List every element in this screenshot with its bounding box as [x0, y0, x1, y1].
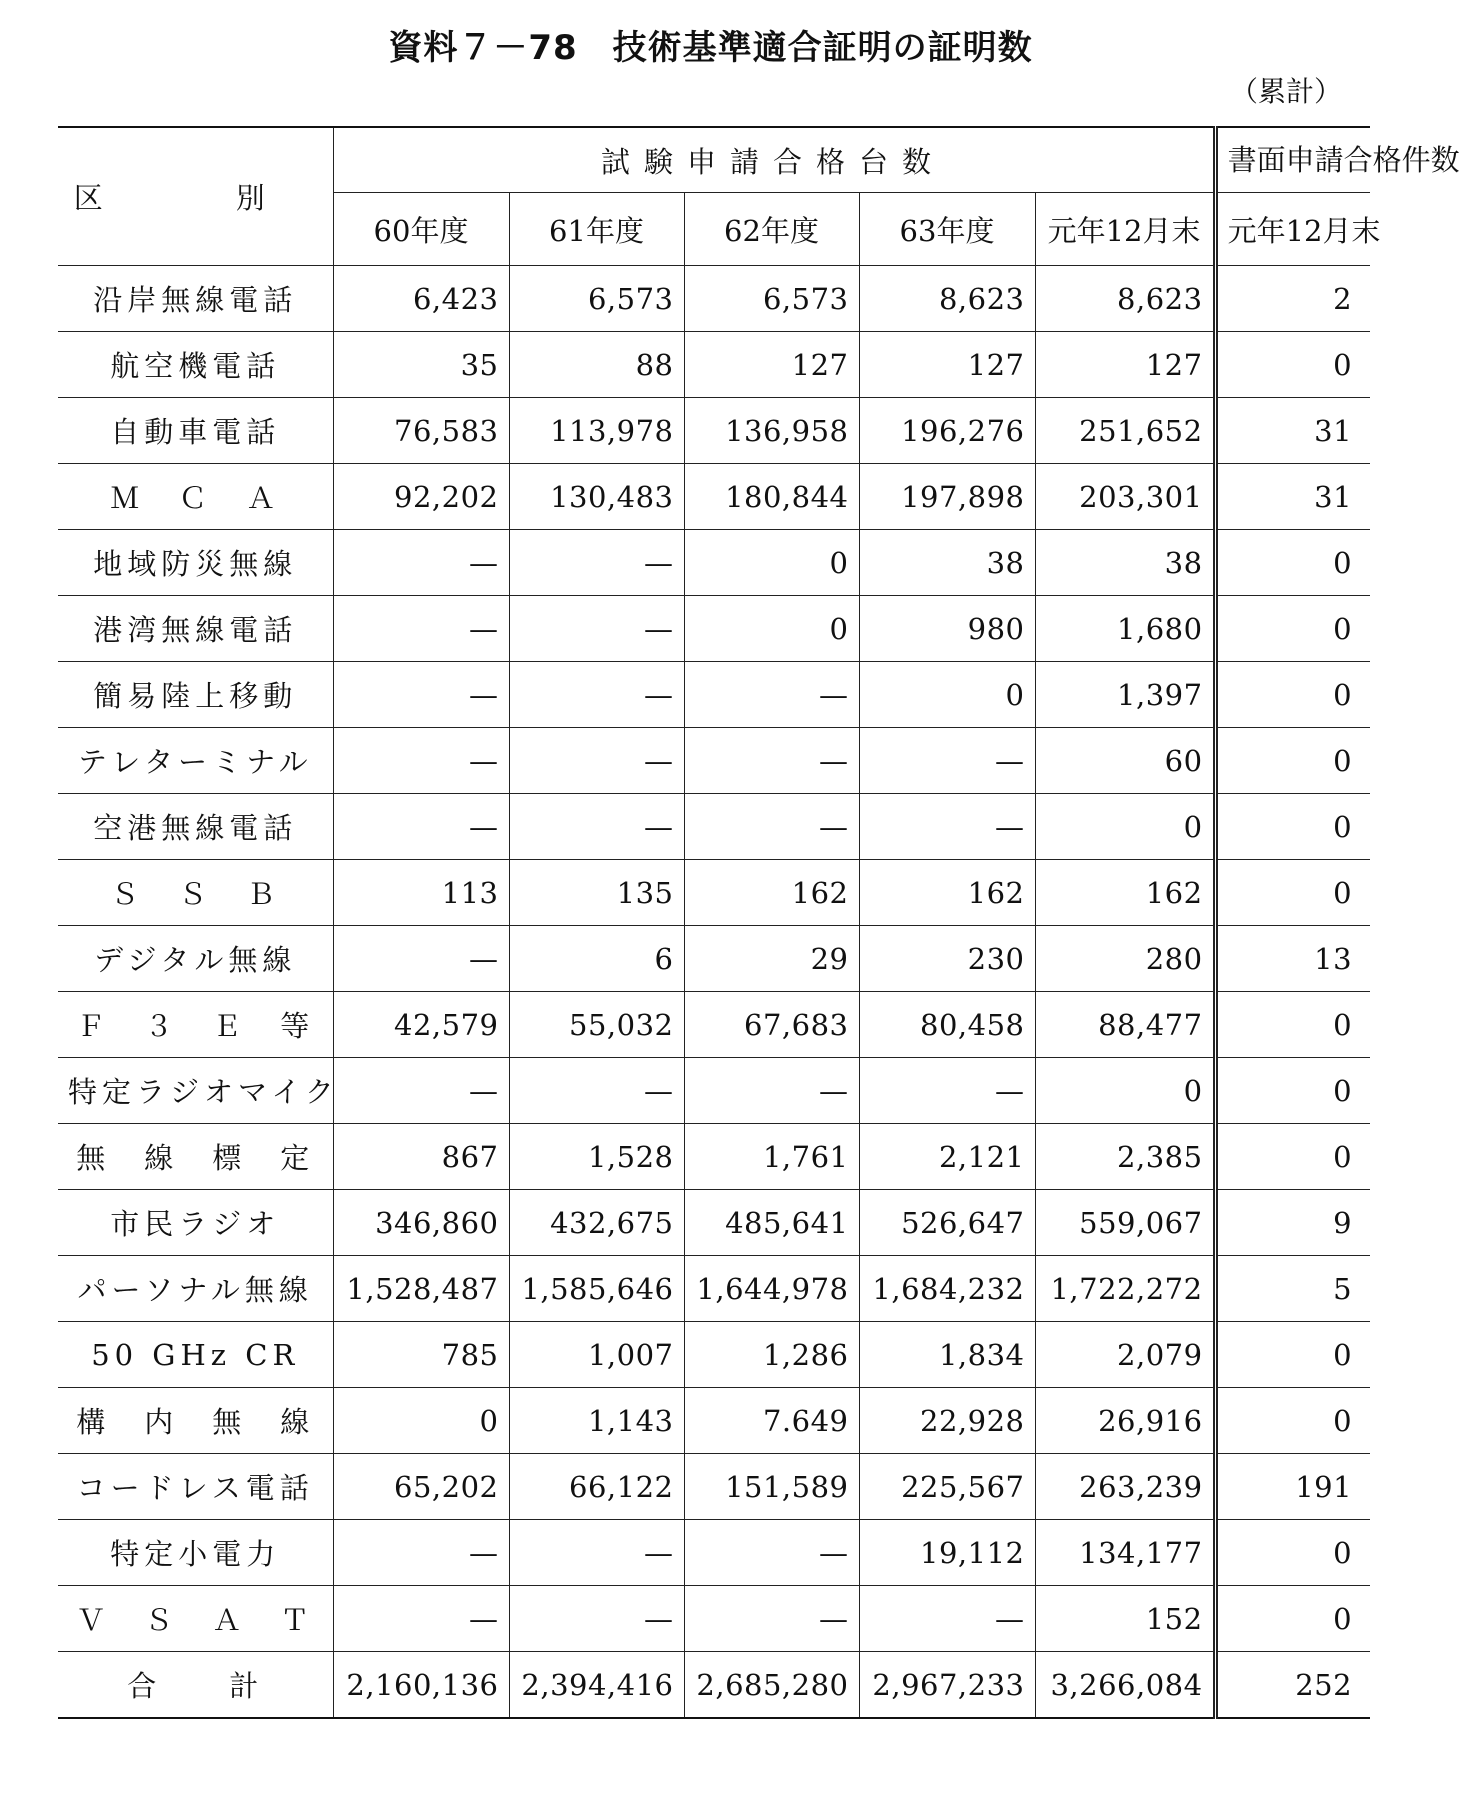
category-header: 区 別 [58, 127, 333, 266]
count-cell: 66,122 [509, 1454, 684, 1520]
count-cell: 1,528 [509, 1124, 684, 1190]
row-label: 空港無線電話 [58, 794, 333, 860]
table-row [58, 662, 1370, 728]
table-row [58, 596, 1370, 662]
table-row [58, 1520, 1370, 1586]
count-cell: 263,239 [1035, 1454, 1215, 1520]
count-cell: — [684, 728, 859, 794]
count-cell: 6 [509, 926, 684, 992]
count-cell: 2,079 [1035, 1322, 1215, 1388]
table-row [58, 926, 1370, 992]
table-row [58, 530, 1370, 596]
count-cell: — [333, 662, 509, 728]
count-cell: — [859, 728, 1035, 794]
count-cell: 197,898 [859, 464, 1035, 530]
count-cell: — [333, 794, 509, 860]
year-header: 元年12月末 [1035, 193, 1215, 266]
count-cell: 127 [684, 332, 859, 398]
document-count-cell: 0 [1215, 662, 1370, 728]
row-label: Ｖ Ｓ Ａ Ｔ [58, 1586, 333, 1652]
count-cell: 42,579 [333, 992, 509, 1058]
table-row [58, 860, 1370, 926]
count-cell: 55,032 [509, 992, 684, 1058]
document-application-header: 書面申請合格件数 [1215, 127, 1370, 193]
count-cell: 60 [1035, 728, 1215, 794]
document-count-cell: 0 [1215, 596, 1370, 662]
table-row [58, 332, 1370, 398]
count-cell: — [684, 1520, 859, 1586]
row-label: テレターミナル [58, 728, 333, 794]
count-cell: 230 [859, 926, 1035, 992]
count-cell: 19,112 [859, 1520, 1035, 1586]
count-cell: — [333, 596, 509, 662]
count-cell: 1,684,232 [859, 1256, 1035, 1322]
count-cell: — [684, 1586, 859, 1652]
count-cell: 38 [1035, 530, 1215, 596]
row-label: 地域防災無線 [58, 530, 333, 596]
count-cell: 67,683 [684, 992, 859, 1058]
table-row [58, 1256, 1370, 1322]
row-label: コードレス電話 [58, 1454, 333, 1520]
count-cell: — [333, 1058, 509, 1124]
count-cell: — [684, 794, 859, 860]
document-count-cell: 0 [1215, 1586, 1370, 1652]
table-row [58, 464, 1370, 530]
row-label: 50 GHz CR [58, 1322, 333, 1388]
table-row [58, 1124, 1370, 1190]
count-cell: 0 [859, 662, 1035, 728]
count-cell: 6,573 [684, 266, 859, 332]
row-label: デジタル無線 [58, 926, 333, 992]
count-cell: — [859, 1058, 1035, 1124]
year-header: 62年度 [684, 193, 859, 266]
count-cell: 6,423 [333, 266, 509, 332]
count-cell: 162 [684, 860, 859, 926]
document-count-cell: 0 [1215, 728, 1370, 794]
count-cell: 180,844 [684, 464, 859, 530]
row-label: 市民ラジオ [58, 1190, 333, 1256]
year-header: 63年度 [859, 193, 1035, 266]
count-cell: — [684, 1058, 859, 1124]
row-label: パーソナル無線 [58, 1256, 333, 1322]
count-cell: 113,978 [509, 398, 684, 464]
document-count-cell: 0 [1215, 332, 1370, 398]
document-count-cell: 0 [1215, 1058, 1370, 1124]
count-cell: — [509, 794, 684, 860]
count-cell: 1,585,646 [509, 1256, 684, 1322]
count-cell: — [684, 662, 859, 728]
document-count-cell: 31 [1215, 398, 1370, 464]
year-header: 60年度 [333, 193, 509, 266]
count-cell: 162 [1035, 860, 1215, 926]
table-row [58, 398, 1370, 464]
row-label: 自動車電話 [58, 398, 333, 464]
count-cell: 0 [1035, 1058, 1215, 1124]
row-label: 航空機電話 [58, 332, 333, 398]
count-cell: — [333, 530, 509, 596]
document-count-cell: 9 [1215, 1190, 1370, 1256]
count-cell: 134,177 [1035, 1520, 1215, 1586]
count-cell: 38 [859, 530, 1035, 596]
count-cell: 346,860 [333, 1190, 509, 1256]
count-cell: — [509, 530, 684, 596]
table-row [58, 266, 1370, 332]
count-cell: 0 [1035, 794, 1215, 860]
table-row [58, 1190, 1370, 1256]
document-count-cell: 0 [1215, 992, 1370, 1058]
row-label: 港湾無線電話 [58, 596, 333, 662]
count-cell: 280 [1035, 926, 1215, 992]
document-count-cell: 2 [1215, 266, 1370, 332]
test-application-header: 試験申請合格台数 [333, 127, 1215, 193]
document-count-cell: 31 [1215, 464, 1370, 530]
document-count-cell: 0 [1215, 530, 1370, 596]
row-label: Ｓ Ｓ Ｂ [58, 860, 333, 926]
count-cell: — [509, 662, 684, 728]
count-cell: 785 [333, 1322, 509, 1388]
document-count-cell: 13 [1215, 926, 1370, 992]
count-cell: — [509, 1520, 684, 1586]
document-count-cell: 191 [1215, 1454, 1370, 1520]
table-row [58, 992, 1370, 1058]
count-cell: 6,573 [509, 266, 684, 332]
table-row [58, 794, 1370, 860]
table-body [58, 266, 1370, 1719]
count-cell: 1,143 [509, 1388, 684, 1454]
row-label: 構 内 無 線 [58, 1388, 333, 1454]
count-cell: 251,652 [1035, 398, 1215, 464]
count-cell: 2,121 [859, 1124, 1035, 1190]
count-cell: 203,301 [1035, 464, 1215, 530]
table-row [58, 1454, 1370, 1520]
document-count-cell: 0 [1215, 1124, 1370, 1190]
row-label: Ｆ ３ Ｅ 等 [58, 992, 333, 1058]
count-cell: 0 [684, 530, 859, 596]
table-row [58, 1586, 1370, 1652]
count-cell: 162 [859, 860, 1035, 926]
count-cell: 127 [859, 332, 1035, 398]
document-count-cell: 5 [1215, 1256, 1370, 1322]
table-title: 資料７－78 技術基準適合証明の証明数 [388, 28, 1033, 68]
count-cell: 22,928 [859, 1388, 1035, 1454]
count-cell: 0 [333, 1388, 509, 1454]
row-label: 簡易陸上移動 [58, 662, 333, 728]
document-count-cell: 0 [1215, 1388, 1370, 1454]
count-cell: 1,528,487 [333, 1256, 509, 1322]
count-cell: 432,675 [509, 1190, 684, 1256]
count-cell: 1,761 [684, 1124, 859, 1190]
count-cell: 2,394,416 [509, 1652, 684, 1719]
count-cell: 65,202 [333, 1454, 509, 1520]
count-cell: 980 [859, 596, 1035, 662]
count-cell: 152 [1035, 1586, 1215, 1652]
row-label: 特定ラジオマイク [58, 1058, 333, 1124]
count-cell: — [509, 728, 684, 794]
count-cell: 559,067 [1035, 1190, 1215, 1256]
table-row [58, 728, 1370, 794]
table-row [58, 1058, 1370, 1124]
count-cell: 2,160,136 [333, 1652, 509, 1719]
row-label: 沿岸無線電話 [58, 266, 333, 332]
document-count-cell: 252 [1215, 1652, 1370, 1719]
count-cell: 867 [333, 1124, 509, 1190]
count-cell: 1,286 [684, 1322, 859, 1388]
count-cell: 2,967,233 [859, 1652, 1035, 1719]
count-cell: 8,623 [1035, 266, 1215, 332]
count-cell: 3,266,084 [1035, 1652, 1215, 1719]
count-cell: 196,276 [859, 398, 1035, 464]
row-label: 合 計 [58, 1652, 333, 1719]
count-cell: 225,567 [859, 1454, 1035, 1520]
cumulative-note: （累計） [1230, 75, 1343, 108]
count-cell: — [333, 926, 509, 992]
count-cell: 26,916 [1035, 1388, 1215, 1454]
count-cell: 80,458 [859, 992, 1035, 1058]
document-count-cell: 0 [1215, 794, 1370, 860]
count-cell: — [859, 1586, 1035, 1652]
count-cell: — [333, 1520, 509, 1586]
count-cell: 7.649 [684, 1388, 859, 1454]
row-label: 特定小電力 [58, 1520, 333, 1586]
count-cell: — [509, 1058, 684, 1124]
count-cell: 1,722,272 [1035, 1256, 1215, 1322]
certification-table [58, 126, 1460, 1719]
count-cell: — [333, 1586, 509, 1652]
row-label: 無 線 標 定 [58, 1124, 333, 1190]
table-row [58, 1322, 1370, 1388]
count-cell: 76,583 [333, 398, 509, 464]
document-count-cell: 0 [1215, 860, 1370, 926]
count-cell: 1,680 [1035, 596, 1215, 662]
count-cell: — [333, 728, 509, 794]
count-cell: 92,202 [333, 464, 509, 530]
count-cell: 526,647 [859, 1190, 1035, 1256]
document-count-cell: 0 [1215, 1520, 1370, 1586]
count-cell: 29 [684, 926, 859, 992]
count-cell: — [509, 596, 684, 662]
count-cell: 136,958 [684, 398, 859, 464]
count-cell: 485,641 [684, 1190, 859, 1256]
row-label: Ｍ Ｃ Ａ [58, 464, 333, 530]
count-cell: 130,483 [509, 464, 684, 530]
document-count-cell: 0 [1215, 1322, 1370, 1388]
count-cell: — [859, 794, 1035, 860]
count-cell: 1,644,978 [684, 1256, 859, 1322]
count-cell: 35 [333, 332, 509, 398]
count-cell: 1,007 [509, 1322, 684, 1388]
year-header: 61年度 [509, 193, 684, 266]
count-cell: 8,623 [859, 266, 1035, 332]
count-cell: 127 [1035, 332, 1215, 398]
table-row [58, 1652, 1370, 1719]
count-cell: 88 [509, 332, 684, 398]
count-cell: — [509, 1586, 684, 1652]
count-cell: 2,685,280 [684, 1652, 859, 1719]
count-cell: 1,397 [1035, 662, 1215, 728]
count-cell: 2,385 [1035, 1124, 1215, 1190]
count-cell: 88,477 [1035, 992, 1215, 1058]
count-cell: 113 [333, 860, 509, 926]
count-cell: 0 [684, 596, 859, 662]
count-cell: 135 [509, 860, 684, 926]
table-row [58, 1388, 1370, 1454]
header-row-group [58, 127, 1370, 193]
year-header-document: 元年12月末 [1215, 193, 1370, 266]
count-cell: 1,834 [859, 1322, 1035, 1388]
count-cell: 151,589 [684, 1454, 859, 1520]
